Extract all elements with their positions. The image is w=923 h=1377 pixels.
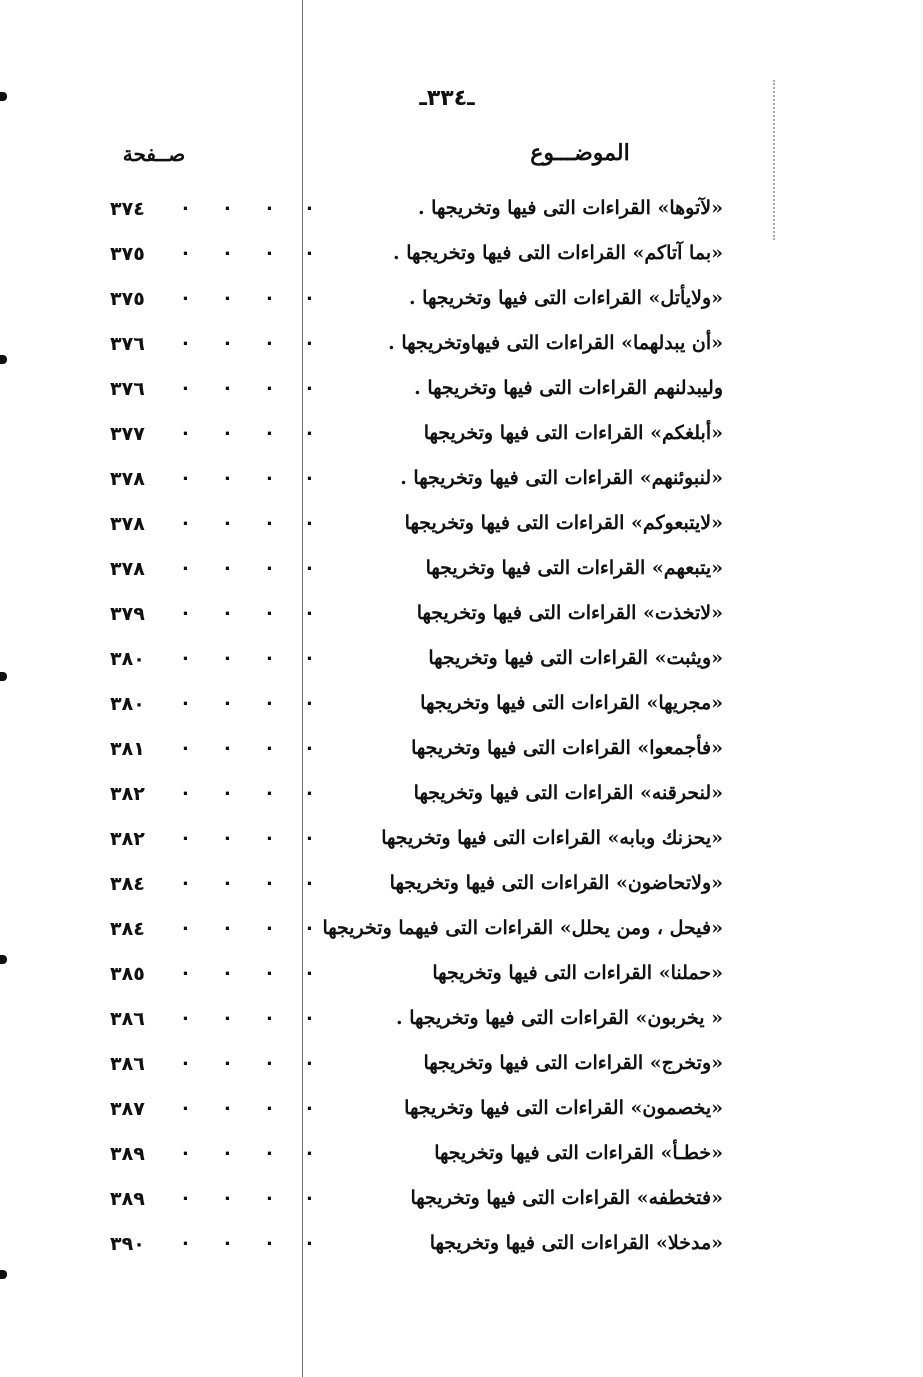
entry-page-number: ٣٨٩ [110, 1188, 145, 1210]
entry-title: «فتخطفه» القراءات التى فيها وتخريجها [410, 1187, 723, 1209]
entry-page-number: ٣٨١ [110, 738, 145, 760]
toc-entry [0, 1182, 923, 1227]
dot-leader: . . . . [182, 284, 313, 305]
entry-title: «مدخلا» القراءات التى فيها وتخريجها [429, 1232, 723, 1254]
toc-entry [0, 462, 923, 507]
dot-leader: . . . . [182, 239, 313, 260]
toc-entry [0, 867, 923, 912]
entry-title: «خطـأ» القراءات التى فيها وتخريجها [434, 1142, 723, 1164]
dot-leader: . . . . [182, 824, 313, 845]
column-header-subject: الموضـــوع [530, 140, 630, 166]
dot-leader: . . . . [182, 1184, 313, 1205]
entry-title: «لآتوها» القراءات التى فيها وتخريجها . [417, 197, 723, 219]
dot-leader: . . . . [182, 419, 313, 440]
entry-page-number: ٣٧٥ [110, 288, 145, 310]
entry-title: «بما آتاكم» القراءات التى فيها وتخريجها . [392, 242, 723, 264]
entry-title: وليبدلنهم القراءات التى فيها وتخريجها . [414, 377, 723, 399]
entry-title: «لايتبعوكم» القراءات التى فيها وتخريجها [404, 512, 723, 534]
dot-leader: . . . . [182, 1049, 313, 1070]
toc-entry [0, 822, 923, 867]
dot-leader: . . . . [182, 779, 313, 800]
toc-entry [0, 732, 923, 777]
dot-leader: . . . . [182, 509, 313, 530]
dot-leader: . . . . [182, 374, 313, 395]
toc-entry [0, 507, 923, 552]
dot-leader: . . . . [182, 734, 313, 755]
dot-leader: . . . . [182, 1094, 313, 1115]
entry-title: «ويثبت» القراءات التى فيها وتخريجها [428, 647, 723, 669]
entry-page-number: ٣٨٤ [110, 873, 145, 895]
toc-entry [0, 1002, 923, 1047]
entry-title: «حملنا» القراءات التى فيها وتخريجها [432, 962, 723, 984]
toc-entry [0, 372, 923, 417]
dot-leader: . . . . [182, 554, 313, 575]
entry-page-number: ٣٨٢ [110, 828, 145, 850]
entry-page-number: ٣٨٤ [110, 918, 145, 940]
entry-page-number: ٣٧٤ [110, 198, 145, 220]
dot-leader: . . . . [182, 914, 313, 935]
toc-entry [0, 417, 923, 462]
dot-leader: . . . . [182, 329, 313, 350]
entry-title: «يتبعهم» القراءات التى فيها وتخريجها [425, 557, 723, 579]
entry-title: «يحزنك وبابه» القراءات التى فيها وتخريجها [381, 827, 723, 849]
dot-leader: . . . . [182, 194, 313, 215]
entry-page-number: ٣٩٠ [110, 1233, 145, 1255]
entry-page-number: ٣٨٠ [110, 648, 145, 670]
toc-list [0, 192, 923, 1272]
toc-entry [0, 237, 923, 282]
entry-title: «فأجمعوا» القراءات التى فيها وتخريجها [411, 737, 723, 759]
entry-page-number: ٣٧٨ [110, 513, 145, 535]
entry-page-number: ٣٨٦ [110, 1053, 145, 1075]
entry-page-number: ٣٨٧ [110, 1098, 145, 1120]
toc-entry [0, 1092, 923, 1137]
dot-leader: . . . . [182, 869, 313, 890]
entry-title: «لنبوئنهم» القراءات التى فيها وتخريجها . [400, 467, 723, 489]
entry-title: «يخصمون» القراءات التى فيها وتخريجها [404, 1097, 723, 1119]
edge-mark [0, 92, 7, 101]
entry-title: «ولايأتل» القراءات التى فيها وتخريجها . [408, 287, 723, 309]
dot-leader: . . . . [182, 599, 313, 620]
entry-page-number: ٣٧٥ [110, 243, 145, 265]
entry-page-number: ٣٧٨ [110, 558, 145, 580]
toc-entry [0, 1047, 923, 1092]
entry-page-number: ٣٧٦ [110, 378, 145, 400]
entry-title: «ولاتحاضون» القراءات التى فيها وتخريجها [389, 872, 723, 894]
entry-title: «لاتخذت» القراءات التى فيها وتخريجها [416, 602, 723, 624]
dot-leader: . . . . [182, 959, 313, 980]
entry-page-number: ٣٧٧ [110, 423, 145, 445]
entry-page-number: ٣٨٦ [110, 1008, 145, 1030]
column-header-page: صــفحة [122, 142, 186, 166]
entry-page-number: ٣٧٦ [110, 333, 145, 355]
entry-page-number: ٣٧٨ [110, 468, 145, 490]
entry-title: «لنحرقنه» القراءات التى فيها وتخريجها [413, 782, 723, 804]
entry-page-number: ٣٧٩ [110, 603, 145, 625]
toc-entry [0, 327, 923, 372]
toc-entry [0, 1137, 923, 1182]
entry-title: « يخربون» القراءات التى فيها وتخريجها . [396, 1007, 723, 1029]
entry-title: «مجريها» القراءات التى فيها وتخريجها [420, 692, 723, 714]
toc-entry [0, 687, 923, 732]
dot-leader: . . . . [182, 464, 313, 485]
toc-entry [0, 597, 923, 642]
toc-entry [0, 642, 923, 687]
entry-page-number: ٣٨٠ [110, 693, 145, 715]
dot-leader: . . . . [182, 644, 313, 665]
dot-leader: . . . . [182, 1139, 313, 1160]
entry-page-number: ٣٨٩ [110, 1143, 145, 1165]
entry-title: «فيحل ، ومن يحلل» القراءات التى فيهما وتخريجها [322, 917, 723, 939]
toc-entry [0, 282, 923, 327]
toc-entry [0, 552, 923, 597]
entry-title: «أن يبدلهما» القراءات التى فيهاوتخريجها . [388, 332, 723, 354]
toc-entry [0, 957, 923, 1002]
dot-leader: . . . . [182, 1004, 313, 1025]
entry-title: «أبلغكم» القراءات التى فيها وتخريجها [423, 422, 723, 444]
toc-entry [0, 192, 923, 237]
entry-page-number: ٣٨٢ [110, 783, 145, 805]
toc-entry [0, 1227, 923, 1272]
dot-leader: . . . . [182, 689, 313, 710]
toc-entry [0, 912, 923, 957]
entry-page-number: ٣٨٥ [110, 963, 145, 985]
toc-entry [0, 777, 923, 822]
dot-leader: . . . . [182, 1229, 313, 1250]
page-number: ـ٣٣٤ـ [419, 86, 475, 111]
entry-title: «وتخرج» القراءات التى فيها وتخريجها [423, 1052, 723, 1074]
